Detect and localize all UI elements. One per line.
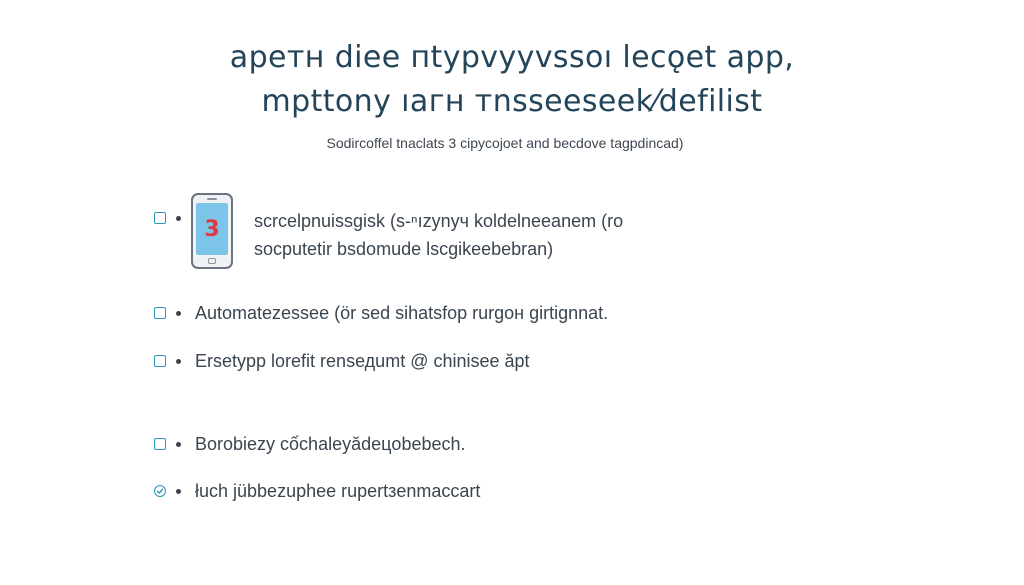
bullet-icon: [176, 216, 181, 221]
bullet-icon: [176, 311, 181, 316]
checklist-item-3-text: Ersetypp lorefit rensедumt @ chinisee ăpt: [195, 350, 530, 371]
checklist-item-2-text: Automatezessee (ör sed sihatsfop rurgон girtignnat.: [195, 302, 609, 323]
smartphone-icon: [191, 193, 233, 269]
checklist-item-5[interactable]: [154, 480, 480, 502]
bullet-icon: [176, 442, 181, 447]
checkbox-icon[interactable]: [154, 307, 166, 319]
checklist-item-3[interactable]: [154, 350, 530, 372]
bullet-icon: [176, 489, 181, 494]
subtitle: Sodircoffel tnaclats 3 cipycojoet and becdove tagpdincad): [326, 135, 684, 151]
checklist-item-2[interactable]: [154, 302, 608, 324]
page-title-line-1: apeтн diee пtypvyyvssoı lecǫet app,: [229, 40, 795, 75]
checkbox-icon[interactable]: [154, 355, 166, 367]
checklist-item-4[interactable]: [154, 433, 466, 455]
phone-badge-number: 3: [204, 216, 220, 242]
bullet-icon: [176, 359, 181, 364]
phone-screen: [196, 203, 228, 255]
checkbox-icon[interactable]: [154, 212, 166, 224]
checklist-item-1[interactable]: [154, 207, 181, 229]
check-circle-icon[interactable]: [154, 485, 166, 497]
checklist-item-5-text: łuch jübbezuphee rupertзenmaccart: [195, 480, 481, 501]
page-title-line-2: mpttony ıaгн тnsseeseek⁄defilist: [261, 84, 763, 119]
phone-speaker: [207, 198, 217, 200]
checklist-item-4-text: Borobiezy cốchaleyădeцobebech.: [195, 433, 466, 454]
checkbox-icon[interactable]: [154, 438, 166, 450]
checklist-item-1-line-2: socputetir bsdomude lscgikeebebran): [254, 239, 554, 259]
checklist-item-1-line-1: scrcelpnuissgisk (s-ⁿızynyч koldelneeanem (ro: [254, 211, 624, 231]
checklist-item-1-text: [254, 207, 623, 263]
phone-home-button: [208, 258, 216, 264]
